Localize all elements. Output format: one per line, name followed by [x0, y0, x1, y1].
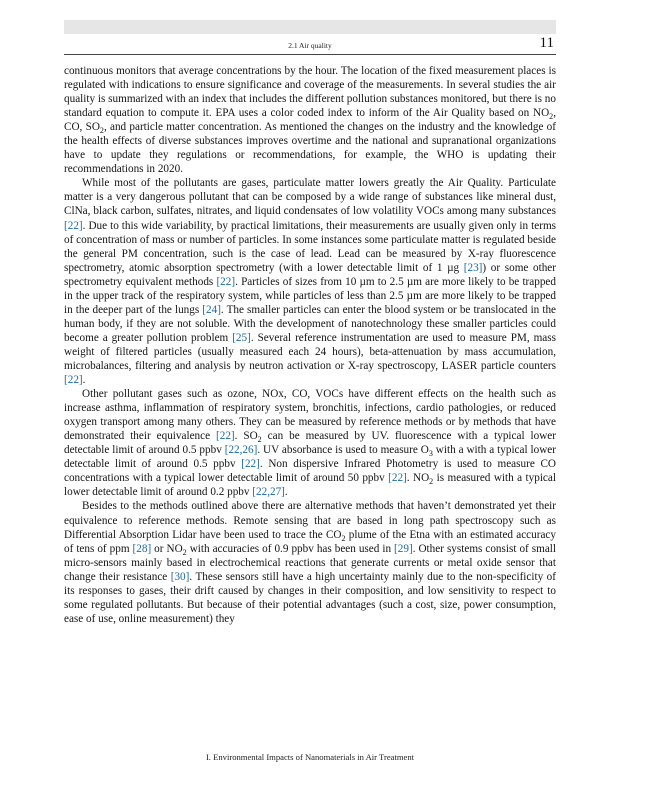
- citation-link[interactable]: [22]: [64, 374, 83, 387]
- text-run: . The smaller particles can enter the blood system or be translocated in the human body, if they are not soluble. With the development of nanotechnology these smaller particles could become a greater pollution problem: [64, 303, 557, 344]
- citation-link[interactable]: [25]: [232, 331, 251, 344]
- body-text: [64, 64, 556, 626]
- citation-link[interactable]: [22]: [216, 430, 235, 443]
- text-run: . Due to this wide variability, by practical limitations, their measurements are usually given only in terms of concentration of mass or number of particles. In some instances some particulate matter is regulated beside the general PM concentration, such is the case of lead. Lead can be measured by X-ray fluorescence spectrometry, atomic absorption spectrometry (with a lower detectable limit of 1 µg: [64, 219, 556, 274]
- text-run: . These sensors still have a high uncertainty mainly due to the non-specificity of its responses to gases, their drift caused by changes in their composition, and low sensitivity to respect to some regulated pollutants. But because of their potential advantages (such a cost, size, power consumption, ease of use, online measurement) they: [64, 570, 556, 625]
- citation-link[interactable]: [22]: [216, 275, 236, 288]
- citation-link[interactable]: [22]: [64, 219, 83, 232]
- citation-link[interactable]: [22]: [388, 472, 407, 485]
- subscript: 2: [549, 112, 554, 122]
- text-run: or NO: [151, 542, 183, 555]
- text-run: . Particles of sizes from 10 µm to 2.5 µm are more likely to be trapped in the upper track of the respiratory system, while particles of less than 2.5 µm are more likely to be trapped in the deeper part of the lungs: [64, 275, 556, 316]
- citation-link[interactable]: [30]: [170, 570, 190, 583]
- text-run: , CO, SO: [64, 107, 556, 134]
- text-run: . SO: [234, 430, 258, 443]
- subscript: 2: [429, 477, 434, 487]
- citation-link[interactable]: [29]: [394, 542, 413, 555]
- text-run: with accuracies of 0.9 ppbv has been used in: [186, 542, 395, 555]
- text-run: can be measured by UV. fluorescence with a typical lower detectable limit of around 0.5 ppbv: [64, 430, 556, 457]
- text-run: . NO: [406, 472, 430, 485]
- subscript: 2: [182, 547, 187, 557]
- running-head: 2.1 Air quality: [288, 41, 332, 50]
- citation-link[interactable]: [24]: [202, 303, 221, 316]
- text-run: While most of the pollutants are gases, particulate matter lowers greatly the Air Quality. Particulate matter is a very dangerous pollutant that can be composed by a wide range of substances like mineral dust, ClNa, black carbon, sulfates, nitrates, and liquid condensates of low volatility VOCs among many substances: [64, 177, 556, 218]
- text-run: is measured with a typical lower detectable limit of around 0.2 ppbv: [64, 472, 556, 499]
- header-rule: [64, 54, 556, 55]
- text-run: Besides to the methods outlined above there are alternative methods that haven’t demonstrated yet their equivalence to reference methods. Remote sensing that are based in long path spectroscopy such as Differential Absorption Lidar have been used to trace the CO: [64, 500, 556, 541]
- subscript: 2: [99, 126, 104, 136]
- subscript: 2: [257, 435, 262, 445]
- text-run: . UV absorbance is used to measure O: [257, 444, 429, 457]
- header-bar: [64, 20, 556, 34]
- paragraph: [64, 387, 556, 499]
- citation-link[interactable]: [22,26]: [224, 444, 258, 457]
- paragraph: [64, 176, 556, 387]
- book-title-footer: I. Environmental Impacts of Nanomaterials in Air Treatment: [205, 752, 415, 762]
- text-run: .: [82, 374, 86, 387]
- text-run: .: [284, 486, 288, 499]
- text-run: with a with a typical lower detectable limit of around 0.5 ppbv: [64, 444, 556, 471]
- text-run: . Several reference instrumentation are used to measure PM, mass weight of filtered particles (usually measured each 24 hours), beta-attenuation by mass accumulation, microbalances, filtering and analysis by neutron activation or X-ray spectroscopy, LASER particle counters: [64, 331, 556, 372]
- text-run: ) or some other spectrometry equivalent methods: [64, 261, 556, 288]
- citation-link[interactable]: [22,27]: [252, 486, 285, 499]
- text-run: . Non dispersive Infrared Photometry is used to measure CO concentrations with a typical lower detectable limit of around 50 ppbv: [64, 458, 556, 485]
- page-number: 11: [539, 35, 554, 51]
- subscript: 3: [428, 449, 433, 459]
- paragraph: [64, 499, 556, 625]
- citation-link[interactable]: [22]: [241, 458, 260, 471]
- text-run: . Other systems consist of small micro-sensors mainly based in electrochemical reactions that generate currents or metal oxide sensor that change their resistance: [64, 542, 556, 583]
- text-run: continuous monitors that average concentrations by the hour. The location of the fixed measurement places is regulated with indications to ensure significance and coverage of the measurements. In several studies the air quality is summarized with an index that includes the different pollution substances monitored, but there is no standard equation to compute it. EPA uses a color coded index to inform of the Air Quality based on NO: [64, 65, 556, 120]
- paragraph: [64, 64, 556, 176]
- citation-link[interactable]: [28]: [132, 542, 152, 555]
- text-run: Other pollutant gases such as ozone, NOx, CO, VOCs have different effects on the health such as increase asthma, inflammation of respiratory system, bronchitis, infections, cardio pathologies, or reduced oxygen transport among many others. They can be measured by reference methods or by methods that have demonstrated their equivalence: [64, 388, 556, 443]
- subscript: 2: [341, 533, 346, 543]
- citation-link[interactable]: [23]: [463, 261, 483, 274]
- text-run: , and particle matter concentration. As mentioned the changes on the industry and the knowledge of the health effects of diverse substances improves overtime and the national and supranational organizations have to update they regulations or recommendations, for example, the WHO is updating their recommendations in 2020.: [64, 121, 556, 176]
- text-run: plume of the Etna with an estimated accuracy of tens of ppm: [64, 528, 556, 555]
